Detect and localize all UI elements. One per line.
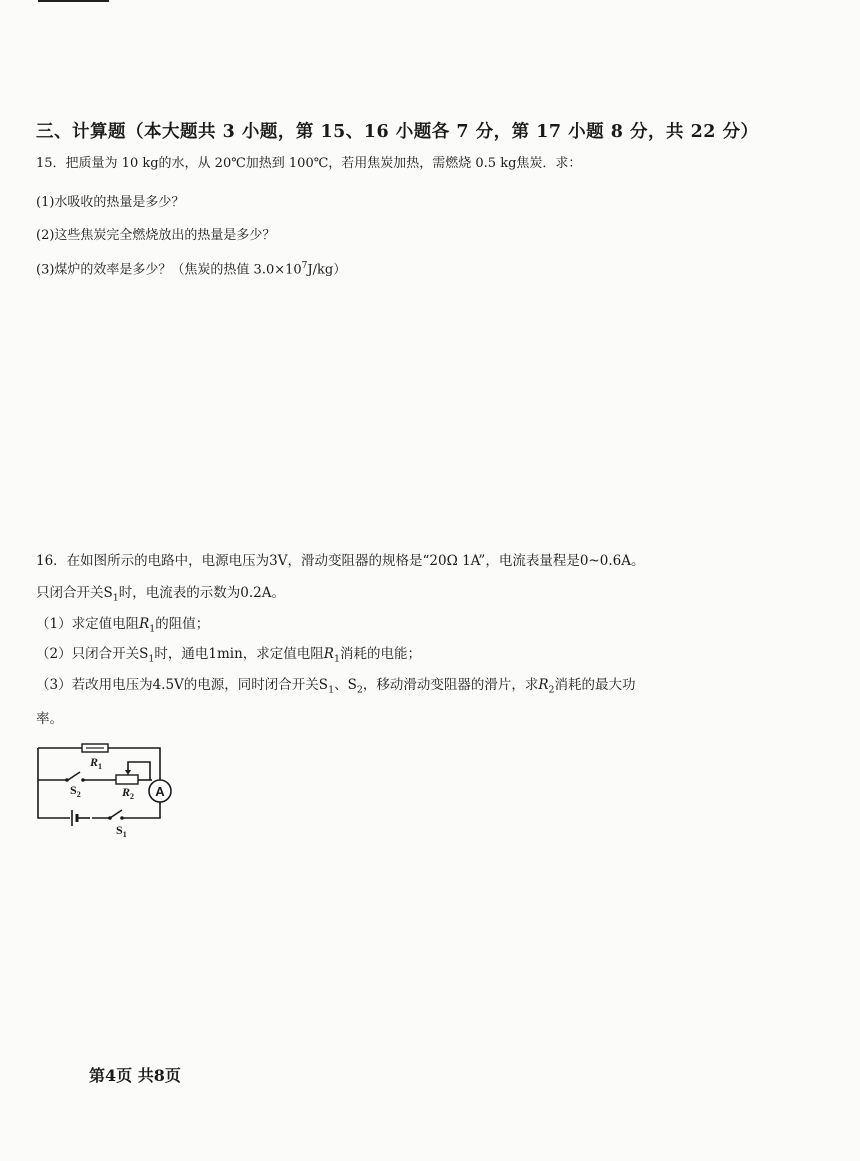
label-r2-letter: R: [122, 785, 131, 799]
label-r1: [89, 755, 102, 771]
wire-left: [38, 748, 70, 818]
q16-part1: [36, 618, 209, 634]
q16-line2-pre: 只闭合开关S: [36, 585, 113, 601]
q16-p3-sub1: 1: [328, 684, 335, 696]
label-s1: [116, 823, 127, 838]
q16-p2-var: R: [323, 646, 334, 662]
q16-part3: [36, 679, 636, 695]
q16-p1-post: 的阻值；: [155, 616, 210, 632]
switch-s1-blade: [92, 810, 122, 818]
q16-p3-sub3: 2: [548, 684, 555, 696]
switch-s2-blade: [68, 772, 80, 780]
switch-s2-contact-a: [65, 778, 69, 782]
q16-stem: 16．在如图所示的电路中，电源电压为3V，滑动变阻器的规格是“20Ω 1A”，电流表量程是0~0.6A。: [36, 553, 645, 569]
q15-part3: [36, 262, 346, 276]
q16-part3-cont: 率。: [36, 711, 63, 727]
switch-s1-contact-a: [108, 816, 112, 820]
section-heading: 三、计算题（本大题共 3 小题，第 15、16 小题各 7 分，第 17 小题 8 分，共 22 分）: [36, 122, 759, 142]
q16-part2: [36, 648, 421, 664]
q16-p3-pre: （3）若改用电压为4.5V的电源，同时闭合开关S: [36, 677, 329, 693]
q15-part2: (2)这些焦炭完全燃烧放出的热量是多少？: [36, 228, 276, 243]
q15-part3-text: (3)煤炉的效率是多少？（焦炭的热值 3.0×10: [36, 262, 302, 278]
switch-s1-contact-b: [120, 816, 124, 820]
q16-p2-sub: 1: [148, 653, 155, 665]
label-r2-sub: 2: [130, 792, 135, 801]
q16-p3-mid2: ，移动滑动变阻器的滑片，求: [362, 677, 539, 693]
label-s2-sub: 2: [76, 790, 81, 799]
q16-p3-mid1: 、S: [334, 677, 357, 693]
q16-line2: [36, 587, 285, 603]
rheostat-slider-arrow: [125, 770, 131, 775]
q15-part3-unit: J/kg）: [307, 262, 347, 278]
q16-p1-var: R: [139, 616, 150, 632]
q15-exponent: 7: [301, 261, 308, 271]
q16-p1-pre: （1）求定值电阻: [36, 616, 140, 632]
q16-p1-sub: 1: [149, 623, 156, 635]
q16-p3-post: 消耗的最大功: [554, 677, 636, 693]
q16-p3-var: R: [538, 677, 549, 693]
q16-p2-pre: （2）只闭合开关S: [36, 646, 149, 662]
wire-right-bottom: [122, 802, 160, 818]
switch-s2-contact-b: [81, 778, 85, 782]
label-s2-letter: S: [70, 783, 77, 797]
label-r1-letter: R: [90, 755, 99, 769]
q16-p2-sub2: 1: [333, 653, 340, 665]
label-s2: [70, 783, 81, 799]
q16-p3-sub2: 2: [356, 684, 363, 696]
q15-stem: 15．把质量为 10 kg的水，从 20℃加热到 100℃，若用焦炭加热，需燃烧 0.5 kg焦炭．求：: [36, 156, 582, 171]
q16-p2-mid: 时，通电1min，求定值电阻: [154, 646, 324, 662]
label-r1-sub: 1: [98, 762, 103, 771]
rheostat-r2: [116, 775, 138, 784]
q15-part1: (1)水吸收的热量是多少？: [36, 195, 185, 210]
circuit-diagram: [30, 738, 190, 838]
top-rule: [38, 0, 109, 2]
ammeter-label: A: [155, 784, 165, 799]
label-s1-letter: S: [116, 823, 123, 837]
label-r2: [121, 785, 134, 801]
q16-line2-sub: 1: [112, 592, 119, 604]
page-number: 第4页 共8页: [89, 1066, 181, 1085]
label-s1-sub: 1: [122, 830, 127, 838]
q16-line2-post: 时，电流表的示数为0.2A。: [118, 585, 285, 601]
q16-p2-post: 消耗的电能；: [339, 646, 421, 662]
